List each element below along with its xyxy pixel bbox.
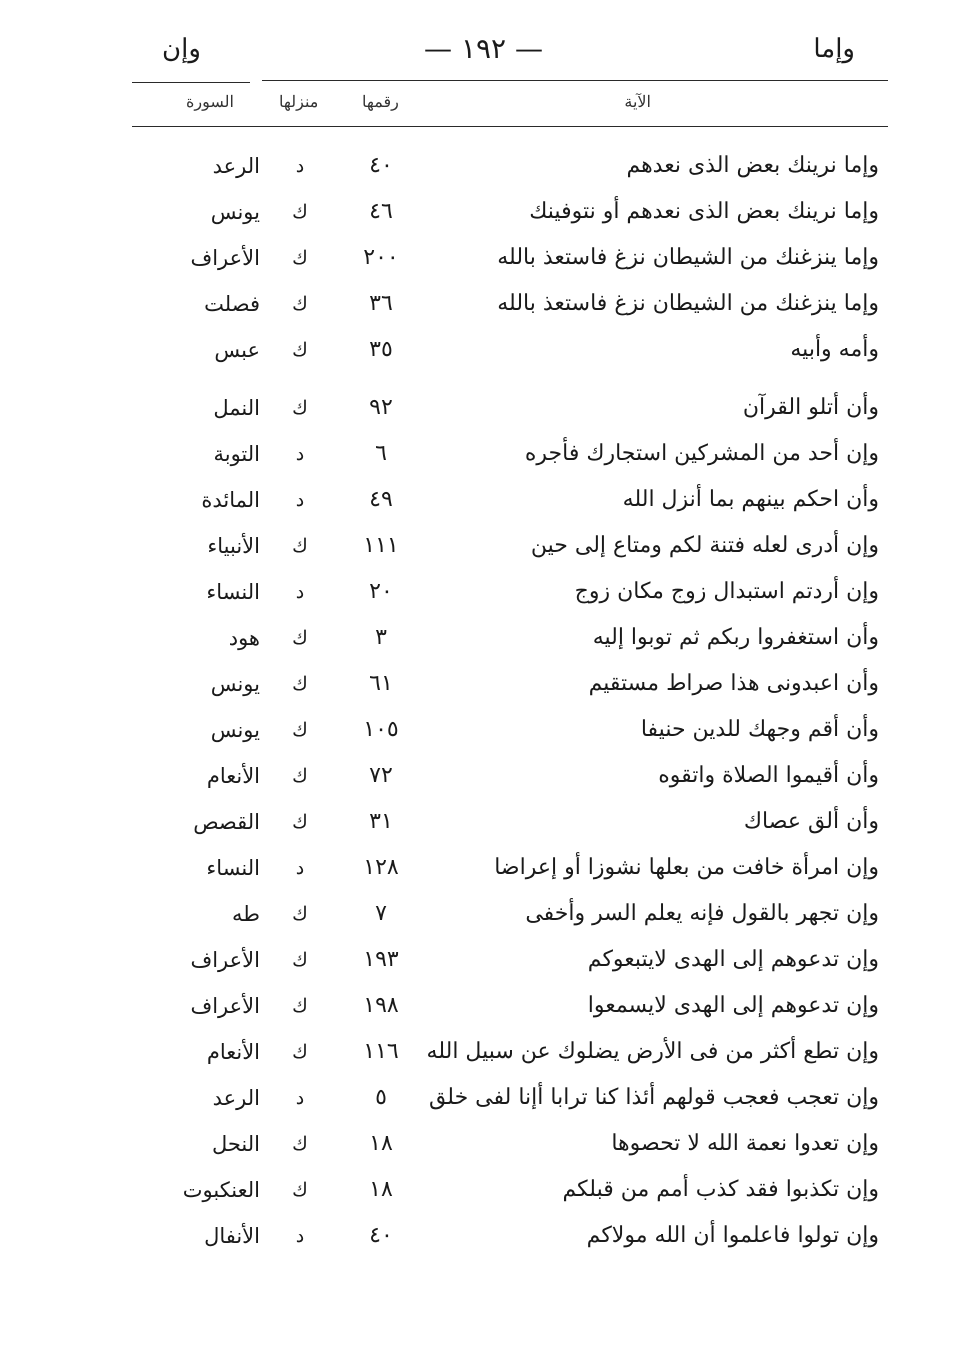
table-row (0, 664, 967, 710)
revelation-place: ك (292, 247, 308, 269)
header-rule-left (132, 82, 250, 83)
revelation-place: د (295, 155, 305, 177)
table-row (0, 710, 967, 756)
aya-text: وإن امرأة خافت من بعلها نشوزا أو إعراضا (494, 855, 879, 880)
table-row (0, 330, 967, 376)
aya-number: ١٩٨ (363, 993, 399, 1018)
aya-number: ٤٩ (369, 487, 393, 512)
sura-name: الأنعام (206, 764, 260, 788)
sura-name: الرعد (212, 1086, 260, 1110)
aya-text: وإن أردتم استبدال زوج مكان زوج (574, 579, 879, 604)
revelation-place: ك (292, 535, 308, 557)
aya-text: وأن أقم وجهك للدين حنيفا (640, 717, 879, 742)
table-row (0, 618, 967, 664)
sura-name: النمل (213, 396, 260, 420)
aya-number: ٦١ (369, 671, 393, 696)
sura-name: يونس (210, 718, 260, 742)
sura-name: الأنبياء (207, 534, 260, 558)
revelation-place: ك (292, 339, 308, 361)
aya-number: ١١٦ (363, 1039, 399, 1064)
table-row (0, 848, 967, 894)
aya-number: ١٩٣ (363, 947, 399, 972)
aya-number: ٤٠ (369, 153, 393, 178)
aya-text: وأن أتلو القرآن (742, 395, 879, 420)
revelation-place: د (295, 581, 305, 603)
table-row (0, 480, 967, 526)
running-head-left: وإن (162, 34, 201, 64)
revelation-place: ك (292, 903, 308, 925)
aya-text: وإن تعجب فعجب قولهم أئذا كنا ترابا أإنا لفى خلق (428, 1085, 879, 1110)
revelation-place: ك (292, 1133, 308, 1155)
aya-number: ٣٥ (369, 337, 393, 362)
table-row (0, 802, 967, 848)
aya-number: ٩٢ (369, 395, 393, 420)
revelation-place: ك (292, 397, 308, 419)
column-header-number: رقمها (362, 92, 399, 111)
table-row (0, 434, 967, 480)
revelation-place: ك (292, 201, 308, 223)
aya-number: ٢٠٠ (363, 245, 399, 270)
aya-text: وإما ينزغنك من الشيطان نزغ فاستعذ بالله (497, 245, 879, 270)
revelation-place: ك (292, 293, 308, 315)
sura-name: القصص (193, 810, 260, 834)
sura-name: يونس (210, 200, 260, 224)
aya-text: وإن تعدوا نعمة الله لا تحصوها (611, 1131, 879, 1156)
table-row (0, 388, 967, 434)
aya-text: وإن تدعوهم إلى الهدى لايتبعوكم (587, 947, 879, 972)
aya-text: وأن احكم بينهم بما أنزل الله (622, 487, 879, 512)
table-row (0, 1124, 967, 1170)
page-number: — ١٩٢ — (424, 32, 543, 65)
revelation-place: د (295, 1225, 305, 1247)
aya-text: وإن تولوا فاعلموا أن الله مولاكم (586, 1223, 879, 1248)
revelation-place: ك (292, 719, 308, 741)
sura-name: الرعد (212, 154, 260, 178)
aya-text: وإن تطع أكثر من فى الأرض يضلوك عن سبيل الله (426, 1039, 879, 1064)
sura-name: النساء (206, 580, 260, 604)
sura-name: عبس (214, 338, 260, 362)
sura-name: المائدة (201, 488, 260, 512)
aya-text: وإما نرينك بعض الذى نعدهم (626, 153, 879, 178)
column-header-aya: الآية (624, 92, 651, 111)
aya-text: وأن ألق عصاك (743, 809, 879, 834)
aya-number: ٢٠ (369, 579, 393, 604)
aya-text: وإن أدرى لعله فتنة لكم ومتاع إلى حين (530, 533, 879, 558)
aya-number: ٣٦ (369, 291, 393, 316)
table-row (0, 284, 967, 330)
revelation-place: ك (292, 949, 308, 971)
aya-number: ١٨ (369, 1177, 393, 1202)
table-row (0, 894, 967, 940)
sura-name: طه (232, 902, 260, 926)
table-row (0, 756, 967, 802)
column-header-sura: السورة (186, 92, 234, 111)
aya-number: ٣ (375, 625, 387, 650)
sura-name: النحل (211, 1132, 260, 1156)
table-row (0, 238, 967, 284)
revelation-place: ك (292, 673, 308, 695)
aya-number: ١١١ (363, 533, 399, 558)
sura-name: الأنفال (204, 1224, 260, 1248)
aya-number: ٤٦ (369, 199, 393, 224)
aya-number: ٥ (375, 1085, 387, 1110)
revelation-place: د (295, 443, 305, 465)
aya-text: وأن اعبدونى هذا صراط مستقيم (588, 671, 879, 696)
aya-number: ٧ (375, 901, 387, 926)
verse-index-list (0, 146, 967, 1262)
aya-text: وإن تجهر بالقول فإنه يعلم السر وأخفى (525, 901, 879, 926)
table-row (0, 192, 967, 238)
table-row (0, 1216, 967, 1262)
sura-name: العنكبوت (182, 1178, 260, 1202)
revelation-place: ك (292, 627, 308, 649)
sura-name: النساء (206, 856, 260, 880)
table-row (0, 1170, 967, 1216)
table-row (0, 526, 967, 572)
table-row (0, 1078, 967, 1124)
revelation-place: ك (292, 995, 308, 1017)
aya-text: وإما نرينك بعض الذى نعدهم أو نتوفينك (529, 199, 879, 224)
revelation-place: ك (292, 765, 308, 787)
column-header-place: منزلها (279, 92, 319, 111)
table-row (0, 1032, 967, 1078)
sura-name: الأعراف (190, 994, 260, 1018)
revelation-place: د (295, 489, 305, 511)
revelation-place: ك (292, 1041, 308, 1063)
aya-number: ١٨ (369, 1131, 393, 1156)
sura-name: الأعراف (190, 948, 260, 972)
aya-text: وأن أقيموا الصلاة واتقوه (658, 763, 879, 788)
aya-number: ٧٢ (369, 763, 393, 788)
header-rule-right (262, 80, 888, 81)
column-header-rule (132, 126, 888, 127)
revelation-place: ك (292, 811, 308, 833)
sura-name: الأنعام (206, 1040, 260, 1064)
sura-name: الأعراف (190, 246, 260, 270)
table-row (0, 572, 967, 618)
aya-text: وإن تكذبوا فقد كذب أمم من قبلكم (562, 1177, 879, 1202)
aya-number: ٣١ (369, 809, 393, 834)
aya-text: وإما ينزغنك من الشيطان نزغ فاستعذ بالله (497, 291, 879, 316)
aya-text: وأمه وأبيه (790, 337, 879, 362)
revelation-place: د (295, 1087, 305, 1109)
aya-number: ١٠٥ (363, 717, 399, 742)
table-row (0, 986, 967, 1032)
sura-name: فصلت (204, 292, 260, 316)
revelation-place: ك (292, 1179, 308, 1201)
table-row (0, 146, 967, 192)
aya-text: وأن استغفروا ربكم ثم توبوا إليه (592, 625, 879, 650)
running-head-right: وإما (813, 34, 855, 64)
aya-number: ٦ (375, 441, 387, 466)
sura-name: التوبة (213, 442, 260, 466)
table-row (0, 940, 967, 986)
revelation-place: د (295, 857, 305, 879)
aya-number: ٤٠ (369, 1223, 393, 1248)
sura-name: يونس (210, 672, 260, 696)
sura-name: هود (228, 626, 260, 650)
aya-text: وإن تدعوهم إلى الهدى لايسمعوا (587, 993, 879, 1018)
aya-text: وإن أحد من المشركين استجارك فأجره (524, 441, 879, 466)
aya-number: ١٢٨ (363, 855, 399, 880)
